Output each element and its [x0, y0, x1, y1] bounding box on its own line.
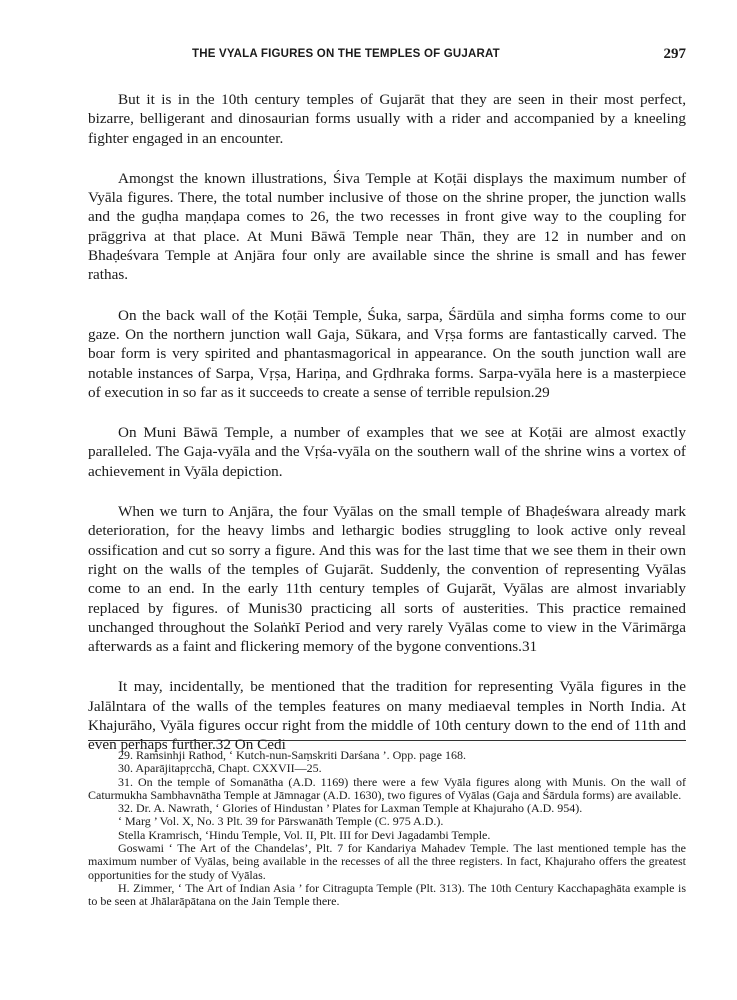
footnote: 30. Aparājitapṛcchā, Chapt. CXXVII—25. [118, 761, 322, 776]
footnote: 29. Ramsinhji Rathod, ‘ Kutch-nun-Saṃskriti Darśana ’. Opp. page 168. [118, 748, 466, 762]
paragraph: But it is in the 10th century temples of Gujarāt that they are seen in their most perfect, bizarre, belligerant and dinosaurian forms usually with a rider and accompanied by a kneeling fighter engaged in an encounter. [88, 91, 686, 147]
paragraph: On the back wall of the Koṭāi Temple, Śuka, sarpa, Śārdūla and siṃha forms come to our gaze. On the northern junction wall Gaja, Sūkara, and Vṛṣa forms are fantastically carved. The boar form is very spirited and phantasmagorical in appearance. On the south junction wall are notable instances of Sarpa, Vṛṣa, Hariṇa, and Gṛdhraka forms. Sarpa-vyāla here is a masterpiece of execution in so far as it succeeds to create a sense of terrible repulsion.29 [88, 306, 686, 401]
running-title: THE VYALA FIGURES ON THE TEMPLES OF GUJARAT [192, 48, 500, 60]
paragraph: On Muni Bāwā Temple, a number of examples that we see at Koṭāi are almost exactly paralleled. The Gaja-vyāla and the Vṛśa-vyāla on the southern wall of the shrine wins a vortex of achievement in Vyāla depiction. [88, 424, 686, 480]
footnote: Goswami ‘ The Art of the Chandelas’, Plt. 7 for Kandariya Mahadev Temple. The last mentioned temple has the maximum number of Vyālas, being available in the recesses of all the three registers. In fact, Khajuraho offers the greatest opportunities for the study of Vyālas. [88, 841, 686, 882]
footnote-divider [88, 740, 686, 741]
body-text [88, 90, 686, 755]
paragraph: It may, incidentally, be mentioned that the tradition for representing Vyāla figures in the Jalālntara of the walls of the temples features on many mediaeval temples in North India. At Khajurāho, Vyāla figures occur right from the middle of 10th century down to the end of 11th and even perhaps further.32 On Cedi [88, 678, 686, 754]
footnote: ‘ Marg ’ Vol. X, No. 3 Plt. 39 for Pārswanāth Temple (C. 975 A.D.). [118, 814, 444, 829]
footnote: Stella Kramrisch, ‘Hindu Temple, Vol. II, Plt. III for Devi Jagadambi Temple. [118, 827, 491, 842]
page-number: 297 [663, 46, 686, 62]
footnote: H. Zimmer, ‘ The Art of Indian Asia ’ for Citragupta Temple (Plt. 313). The 10th Century Kacchapaghāta example is to be seen at Jhālarāpātana on the Jain Temple there. [88, 880, 686, 909]
paragraph: When we turn to Anjāra, the four Vyālas on the small temple of Bhaḍeśwara already mark deterioration, for the heavy limbs and lethargic bodies struggling to look active only reveal ossification and cut so sorry a figure. And this was for the last time that we see them in their own right on the walls of the temples of Gujarāt. Suddenly, the convention of representing Vyālas come to an end. In the early 11th century temples of Gujarāt, Vyālas are almost invariably replaced by figures. of Munis30 practicing all sorts of austerities. This practice remained unchanged throughout the Solaṅkī Period and very rarely Vyālas come to view in the Vārimārga afterwards as a faint and flickering memory of the bygone conventions.31 [88, 503, 686, 656]
footnote: 31. On the temple of Somanātha (A.D. 1169) there were a few Vyāla figures along with Munis. On the wall of Caturmukha Sambhavnātha Temple at Jāmnagar (A.D. 1630), two figures of Vyālas (Gaja and Śārdula forms) are available. [88, 774, 686, 802]
footnotes [88, 749, 686, 909]
page-header [88, 46, 686, 66]
footnote: 32. Dr. A. Nawrath, ‘ Glories of Hindustan ’ Plates for Laxman Temple at Khajuraho (A.D. 954). [118, 801, 583, 816]
paragraph: Amongst the known illustrations, Śiva Temple at Koṭāi displays the maximum number of Vyāla figures. There, the total number inclusive of those on the shrine proper, the junction walls and the guḍha maṇḍapa comes to 26, the two recesses in front give way to the coupling for prāggriva at that place. At Muni Bāwā Temple near Thān, they are 12 in number and on Bhaḍeśvara Temple at Anjāra four only are available since the shrine is small and has fewer rathas. [88, 169, 686, 284]
